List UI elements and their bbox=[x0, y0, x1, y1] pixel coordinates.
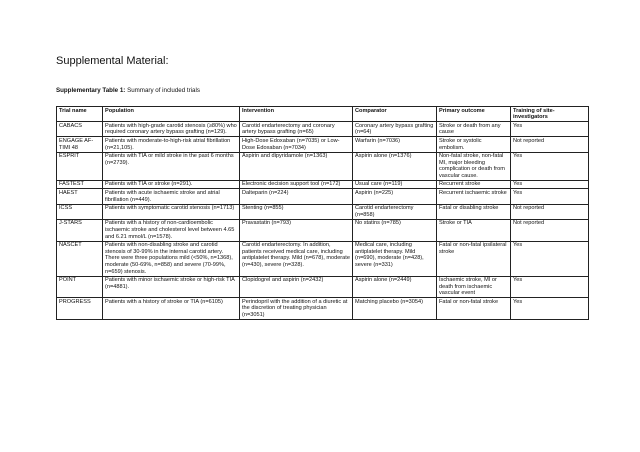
cell-training: Yes bbox=[511, 189, 589, 204]
cell-intervention: Electronic decision support tool (n=172) bbox=[240, 180, 353, 189]
cell-trial-name: NASCET bbox=[57, 241, 103, 276]
cell-population: Patients with a history of non-cardioembolic ischaemic stroke and cholesterol level between 4.65 and 6.21 mmol/L (n=1578). bbox=[103, 219, 240, 241]
cell-intervention: Pravastatin (n=793) bbox=[240, 219, 353, 241]
cell-intervention: Stenting (n=855) bbox=[240, 204, 353, 219]
cell-training: Yes bbox=[511, 152, 589, 180]
cell-primary-outcome: Fatal or disabling stroke bbox=[437, 204, 511, 219]
cell-comparator: Coronary artery bypass grafting (n=64) bbox=[353, 122, 437, 137]
cell-trial-name: ICSS bbox=[57, 204, 103, 219]
cell-training: Not reported bbox=[511, 204, 589, 219]
cell-trial-name: ESPRIT bbox=[57, 152, 103, 180]
table-row bbox=[57, 122, 589, 137]
table-caption-label: Supplementary Table 1: bbox=[56, 87, 126, 94]
cell-primary-outcome: Recurrent stroke bbox=[437, 180, 511, 189]
cell-training: Yes bbox=[511, 122, 589, 137]
cell-primary-outcome: Stroke or systolic embolism. bbox=[437, 137, 511, 152]
cell-primary-outcome: Non-fatal stroke, non-fatal MI, major bleeding complication or death from vascular cause. bbox=[437, 152, 511, 180]
cell-training: Yes bbox=[511, 180, 589, 189]
cell-training: Yes bbox=[511, 241, 589, 276]
cell-trial-name: FASTEST bbox=[57, 180, 103, 189]
table-row bbox=[57, 137, 589, 152]
cell-primary-outcome: Recurrent ischaemic stroke bbox=[437, 189, 511, 204]
cell-population: Patients with acute ischaemic stroke and atrial fibrillation (n=449). bbox=[103, 189, 240, 204]
cell-comparator: Matching placebo (n=3054) bbox=[353, 298, 437, 320]
cell-comparator: Aspirin (n=225) bbox=[353, 189, 437, 204]
cell-comparator: Warfarin (n=7036) bbox=[353, 137, 437, 152]
cell-intervention: Aspirin and dipyridamole (n=1363) bbox=[240, 152, 353, 180]
cell-comparator: Aspirin alone (n=1376) bbox=[353, 152, 437, 180]
column-header-comparator: Comparator bbox=[353, 107, 437, 122]
cell-population: Patients with high-grade carotid stenosis (≥80%) who required coronary artery bypass grafting (n=129). bbox=[103, 122, 240, 137]
cell-intervention: High-Dose Edoxaban (n=7035) or Low-Dose Edoxaban (n=7034) bbox=[240, 137, 353, 152]
cell-comparator: Medical care, including antiplatelet therapy. Mild (n=690), moderate (n=428), severe (n=331) bbox=[353, 241, 437, 276]
cell-primary-outcome: Stroke or TIA bbox=[437, 219, 511, 241]
table-caption-text: Summary of included trials bbox=[125, 87, 200, 94]
cell-trial-name: ENGAGE AF-TIMI 48 bbox=[57, 137, 103, 152]
table-row bbox=[57, 204, 589, 219]
cell-primary-outcome: Stroke or death from any cause bbox=[437, 122, 511, 137]
column-header-primary-outcome: Primary outcome bbox=[437, 107, 511, 122]
column-header-population: Population bbox=[103, 107, 240, 122]
cell-primary-outcome: Ischaemic stroke, MI or death from ischaemic vascular event bbox=[437, 276, 511, 298]
cell-trial-name: CABACS bbox=[57, 122, 103, 137]
table-row bbox=[57, 219, 589, 241]
cell-training: Not reported bbox=[511, 137, 589, 152]
cell-population: Patients with a history of stroke or TIA (n=6105) bbox=[103, 298, 240, 320]
column-header-training: Training of site-investigators bbox=[511, 107, 589, 122]
cell-comparator: Usual care (n=119) bbox=[353, 180, 437, 189]
cell-training: Not reported bbox=[511, 219, 589, 241]
table-row bbox=[57, 241, 589, 276]
table-row bbox=[57, 276, 589, 298]
cell-training: Yes bbox=[511, 298, 589, 320]
cell-comparator: Carotid endarterectomy (n=858) bbox=[353, 204, 437, 219]
cell-population: Patients with TIA or mild stroke in the past 6 months (n=2739). bbox=[103, 152, 240, 180]
table-caption bbox=[56, 87, 200, 94]
cell-intervention: Perindopril with the addition of a diuretic at the discretion of treating physician (n=3051) bbox=[240, 298, 353, 320]
column-header-intervention: Intervention bbox=[240, 107, 353, 122]
cell-population: Patients with non-disabling stroke and carotid stenosis of 30-99% in the internal carotid artery. There were three populations mild (<50%, n=1368), moderate (50-69%, n=858) and severe (70-99%, n=659) stenosis. bbox=[103, 241, 240, 276]
cell-intervention: Dalteparin (n=224) bbox=[240, 189, 353, 204]
cell-comparator: No statins (n=785) bbox=[353, 219, 437, 241]
trials-table bbox=[56, 106, 589, 320]
cell-training: Yes bbox=[511, 276, 589, 298]
table-row bbox=[57, 189, 589, 204]
cell-trial-name: HAEST bbox=[57, 189, 103, 204]
table-row bbox=[57, 298, 589, 320]
column-header-trial-name: Trial name bbox=[57, 107, 103, 122]
table-row bbox=[57, 180, 589, 189]
cell-primary-outcome: Fatal or non-fatal stroke bbox=[437, 298, 511, 320]
table-row bbox=[57, 152, 589, 180]
document-heading: Supplemental Material: bbox=[56, 55, 169, 67]
cell-comparator: Aspirin alone (n=2449) bbox=[353, 276, 437, 298]
cell-population: Patients with moderate-to-high-risk atrial fibrillation (n=21,105). bbox=[103, 137, 240, 152]
cell-intervention: Clopidogrel and aspirin (n=2432) bbox=[240, 276, 353, 298]
table-header-row bbox=[57, 107, 589, 122]
cell-population: Patients with TIA or stroke (n=291). bbox=[103, 180, 240, 189]
cell-trial-name: POINT bbox=[57, 276, 103, 298]
cell-population: Patients with symptomatic carotid stenosis (n=1713) bbox=[103, 204, 240, 219]
table-body bbox=[57, 122, 589, 320]
cell-primary-outcome: Fatal or non-fatal ipsilateral stroke bbox=[437, 241, 511, 276]
cell-intervention: Carotid endarterectomy. In addition, patients received medical care, including antiplatelet therapy. Mild (n=678), moderate (n=430), severe (n=328). bbox=[240, 241, 353, 276]
cell-intervention: Carotid endarterectomy and coronary artery bypass grafting (n=65) bbox=[240, 122, 353, 137]
cell-population: Patients with minor ischaemic stroke or high-risk TIA (n=4881). bbox=[103, 276, 240, 298]
cell-trial-name: J-STARS bbox=[57, 219, 103, 241]
cell-trial-name: PROGRESS bbox=[57, 298, 103, 320]
